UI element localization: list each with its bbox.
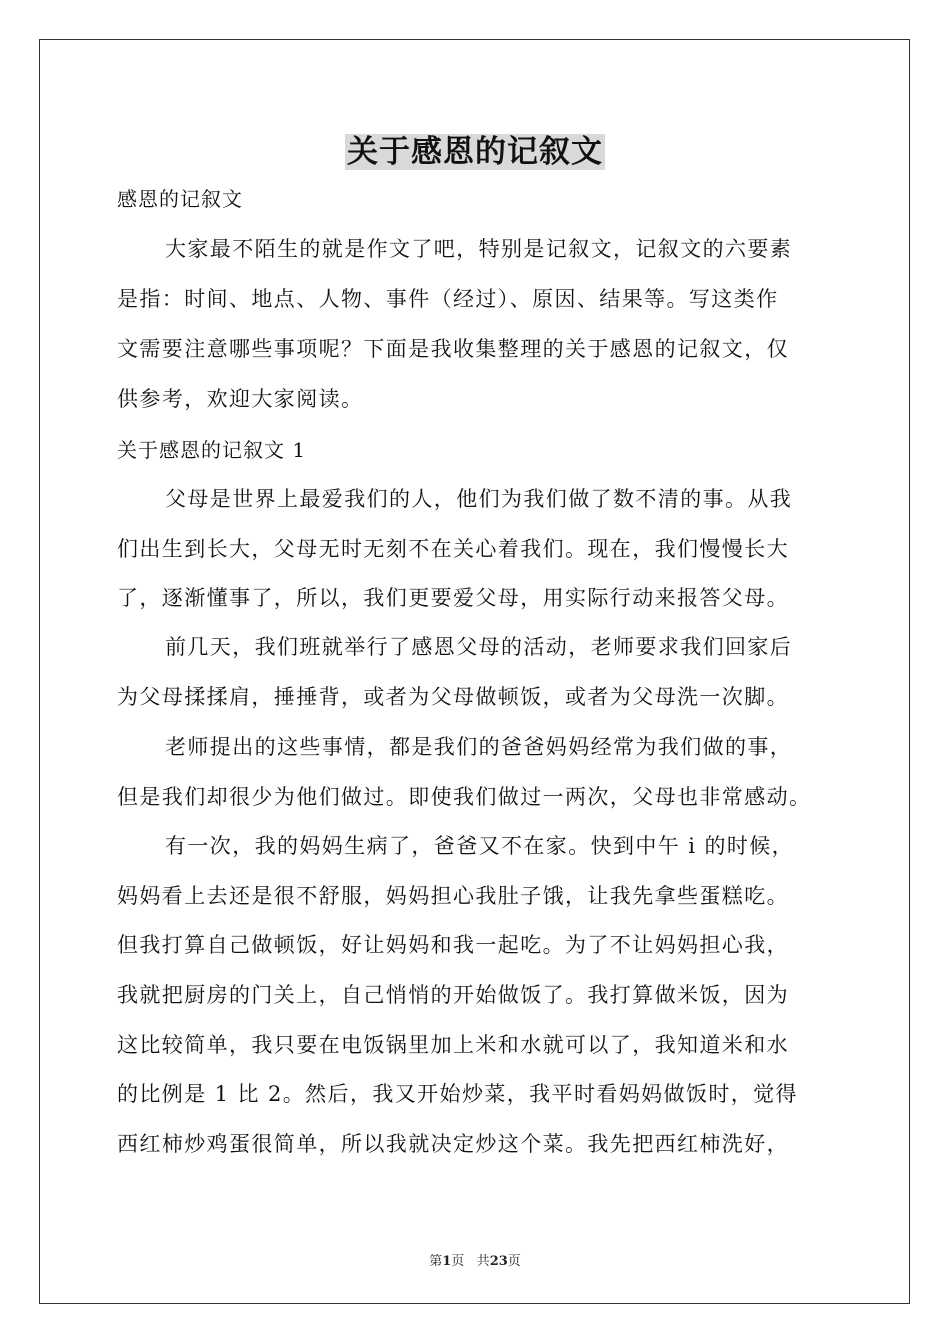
- page-label-prefix: 第: [429, 1254, 443, 1269]
- page-footer: [0, 1250, 950, 1269]
- body-line: 父母是世界上最爱我们的人，他们为我们做了数不清的事。从我: [165, 487, 793, 511]
- body-line: 我就把厨房的门关上，自己悄悄的开始做饭了。我打算做米饭，因为: [117, 983, 789, 1007]
- intro-line: 是指：时间、地点、人物、事件（经过）、原因、结果等。写这类作: [117, 287, 779, 311]
- total-pages: 23: [489, 1254, 508, 1269]
- body-line: 了，逐渐懂事了，所以，我们更要爱父母，用实际行动来报答父母。: [117, 586, 789, 610]
- body-line: 有一次，我的妈妈生病了，爸爸又不在家。快到中午 i 的时候，: [165, 834, 795, 858]
- body-line: 但是我们却很少为他们做过。即使我们做过一两次，父母也非常感动。: [117, 785, 812, 809]
- body-line: 前几天，我们班就举行了感恩父母的活动，老师要求我们回家后: [165, 635, 793, 659]
- body-line: 这比较简单，我只要在电饭锅里加上米和水就可以了，我知道米和水: [117, 1033, 789, 1057]
- body-line: 们出生到长大，父母无时无刻不在关心着我们。现在，我们慢慢长大: [117, 537, 789, 561]
- body-line: 为父母揉揉肩，捶捶背，或者为父母做顿饭，或者为父母洗一次脚。: [117, 685, 789, 709]
- page-label-suffix: 页: [451, 1254, 465, 1269]
- total-suffix: 页: [507, 1254, 521, 1269]
- body-line: 西红柿炒鸡蛋很简单，所以我就决定炒这个菜。我先把西红柿洗好，: [117, 1132, 789, 1156]
- subtitle: 感恩的记叙文: [117, 187, 243, 211]
- body-line: 老师提出的这些事情，都是我们的爸爸妈妈经常为我们做的事，: [165, 735, 793, 759]
- document-title-wrap: [0, 126, 950, 171]
- page-border: [39, 39, 910, 1304]
- page-number: 1: [442, 1254, 452, 1269]
- intro-line: 大家最不陌生的就是作文了吧，特别是记叙文，记叙文的六要素: [165, 237, 793, 261]
- section-heading: 关于感恩的记叙文 1: [117, 438, 307, 462]
- body-line: 但我打算自己做顿饭，好让妈妈和我一起吃。为了不让妈妈担心我，: [117, 933, 789, 957]
- body-line: 妈妈看上去还是很不舒服，妈妈担心我肚子饿，让我先拿些蛋糕吃。: [117, 884, 789, 908]
- total-prefix: 共: [476, 1254, 490, 1269]
- intro-line: 供参考，欢迎大家阅读。: [117, 387, 364, 411]
- intro-line: 文需要注意哪些事项呢？下面是我收集整理的关于感恩的记叙文，仅: [117, 337, 789, 361]
- body-line: 的比例是 1 比 2。然后，我又开始炒菜，我平时看妈妈做饭时，觉得: [117, 1082, 798, 1106]
- document-title: 关于感恩的记叙文: [347, 134, 603, 170]
